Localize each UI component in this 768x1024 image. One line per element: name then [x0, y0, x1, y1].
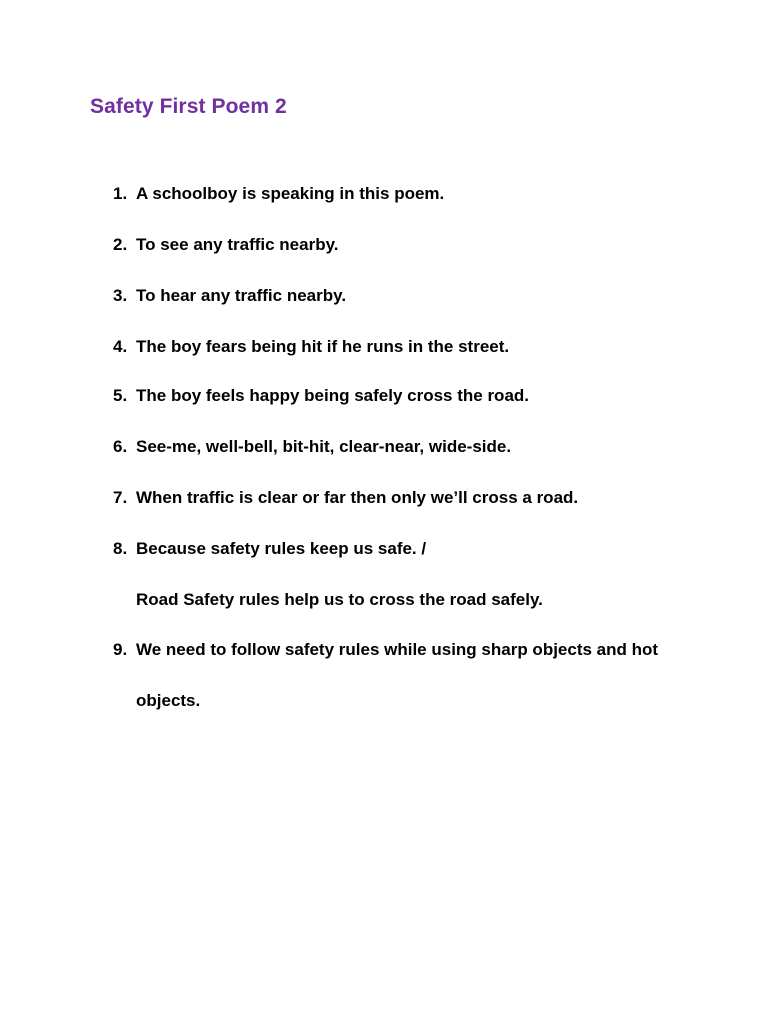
list-item-continuation — [0, 691, 768, 715]
item-number: 9. — [113, 640, 128, 659]
list-item — [0, 286, 768, 310]
list-item — [0, 184, 768, 208]
list-item-continuation — [0, 590, 768, 614]
list-item — [0, 539, 768, 563]
item-text: We need to follow safety rules while using sharp objects and hot — [136, 640, 659, 659]
list-item — [0, 386, 768, 410]
item-text: Because safety rules keep us safe. / — [136, 539, 427, 558]
item-text: See-me, well-bell, bit-hit, clear-near, wide-side. — [136, 437, 512, 456]
list-item — [0, 235, 768, 259]
item-number: 7. — [113, 488, 128, 507]
list-item — [0, 488, 768, 512]
item-text: Road Safety rules help us to cross the road safely. — [136, 590, 543, 609]
item-number: 2. — [113, 235, 128, 254]
list-item — [0, 437, 768, 461]
item-number: 6. — [113, 437, 128, 456]
list-item — [0, 337, 768, 361]
item-text: To see any traffic nearby. — [136, 235, 339, 254]
page-title: Safety First Poem 2 — [90, 95, 287, 118]
item-number: 5. — [113, 386, 128, 405]
item-number: 4. — [113, 337, 128, 356]
item-text: When traffic is clear or far then only we’ll cross a road. — [136, 488, 579, 507]
list-item — [0, 640, 768, 664]
item-number: 1. — [113, 184, 128, 203]
item-text: objects. — [136, 691, 201, 710]
item-text: The boy feels happy being safely cross the road. — [136, 386, 530, 405]
item-number: 3. — [113, 286, 128, 305]
item-text: A schoolboy is speaking in this poem. — [136, 184, 445, 203]
item-text: The boy fears being hit if he runs in the street. — [136, 337, 510, 356]
item-text: To hear any traffic nearby. — [136, 286, 347, 305]
item-number: 8. — [113, 539, 128, 558]
